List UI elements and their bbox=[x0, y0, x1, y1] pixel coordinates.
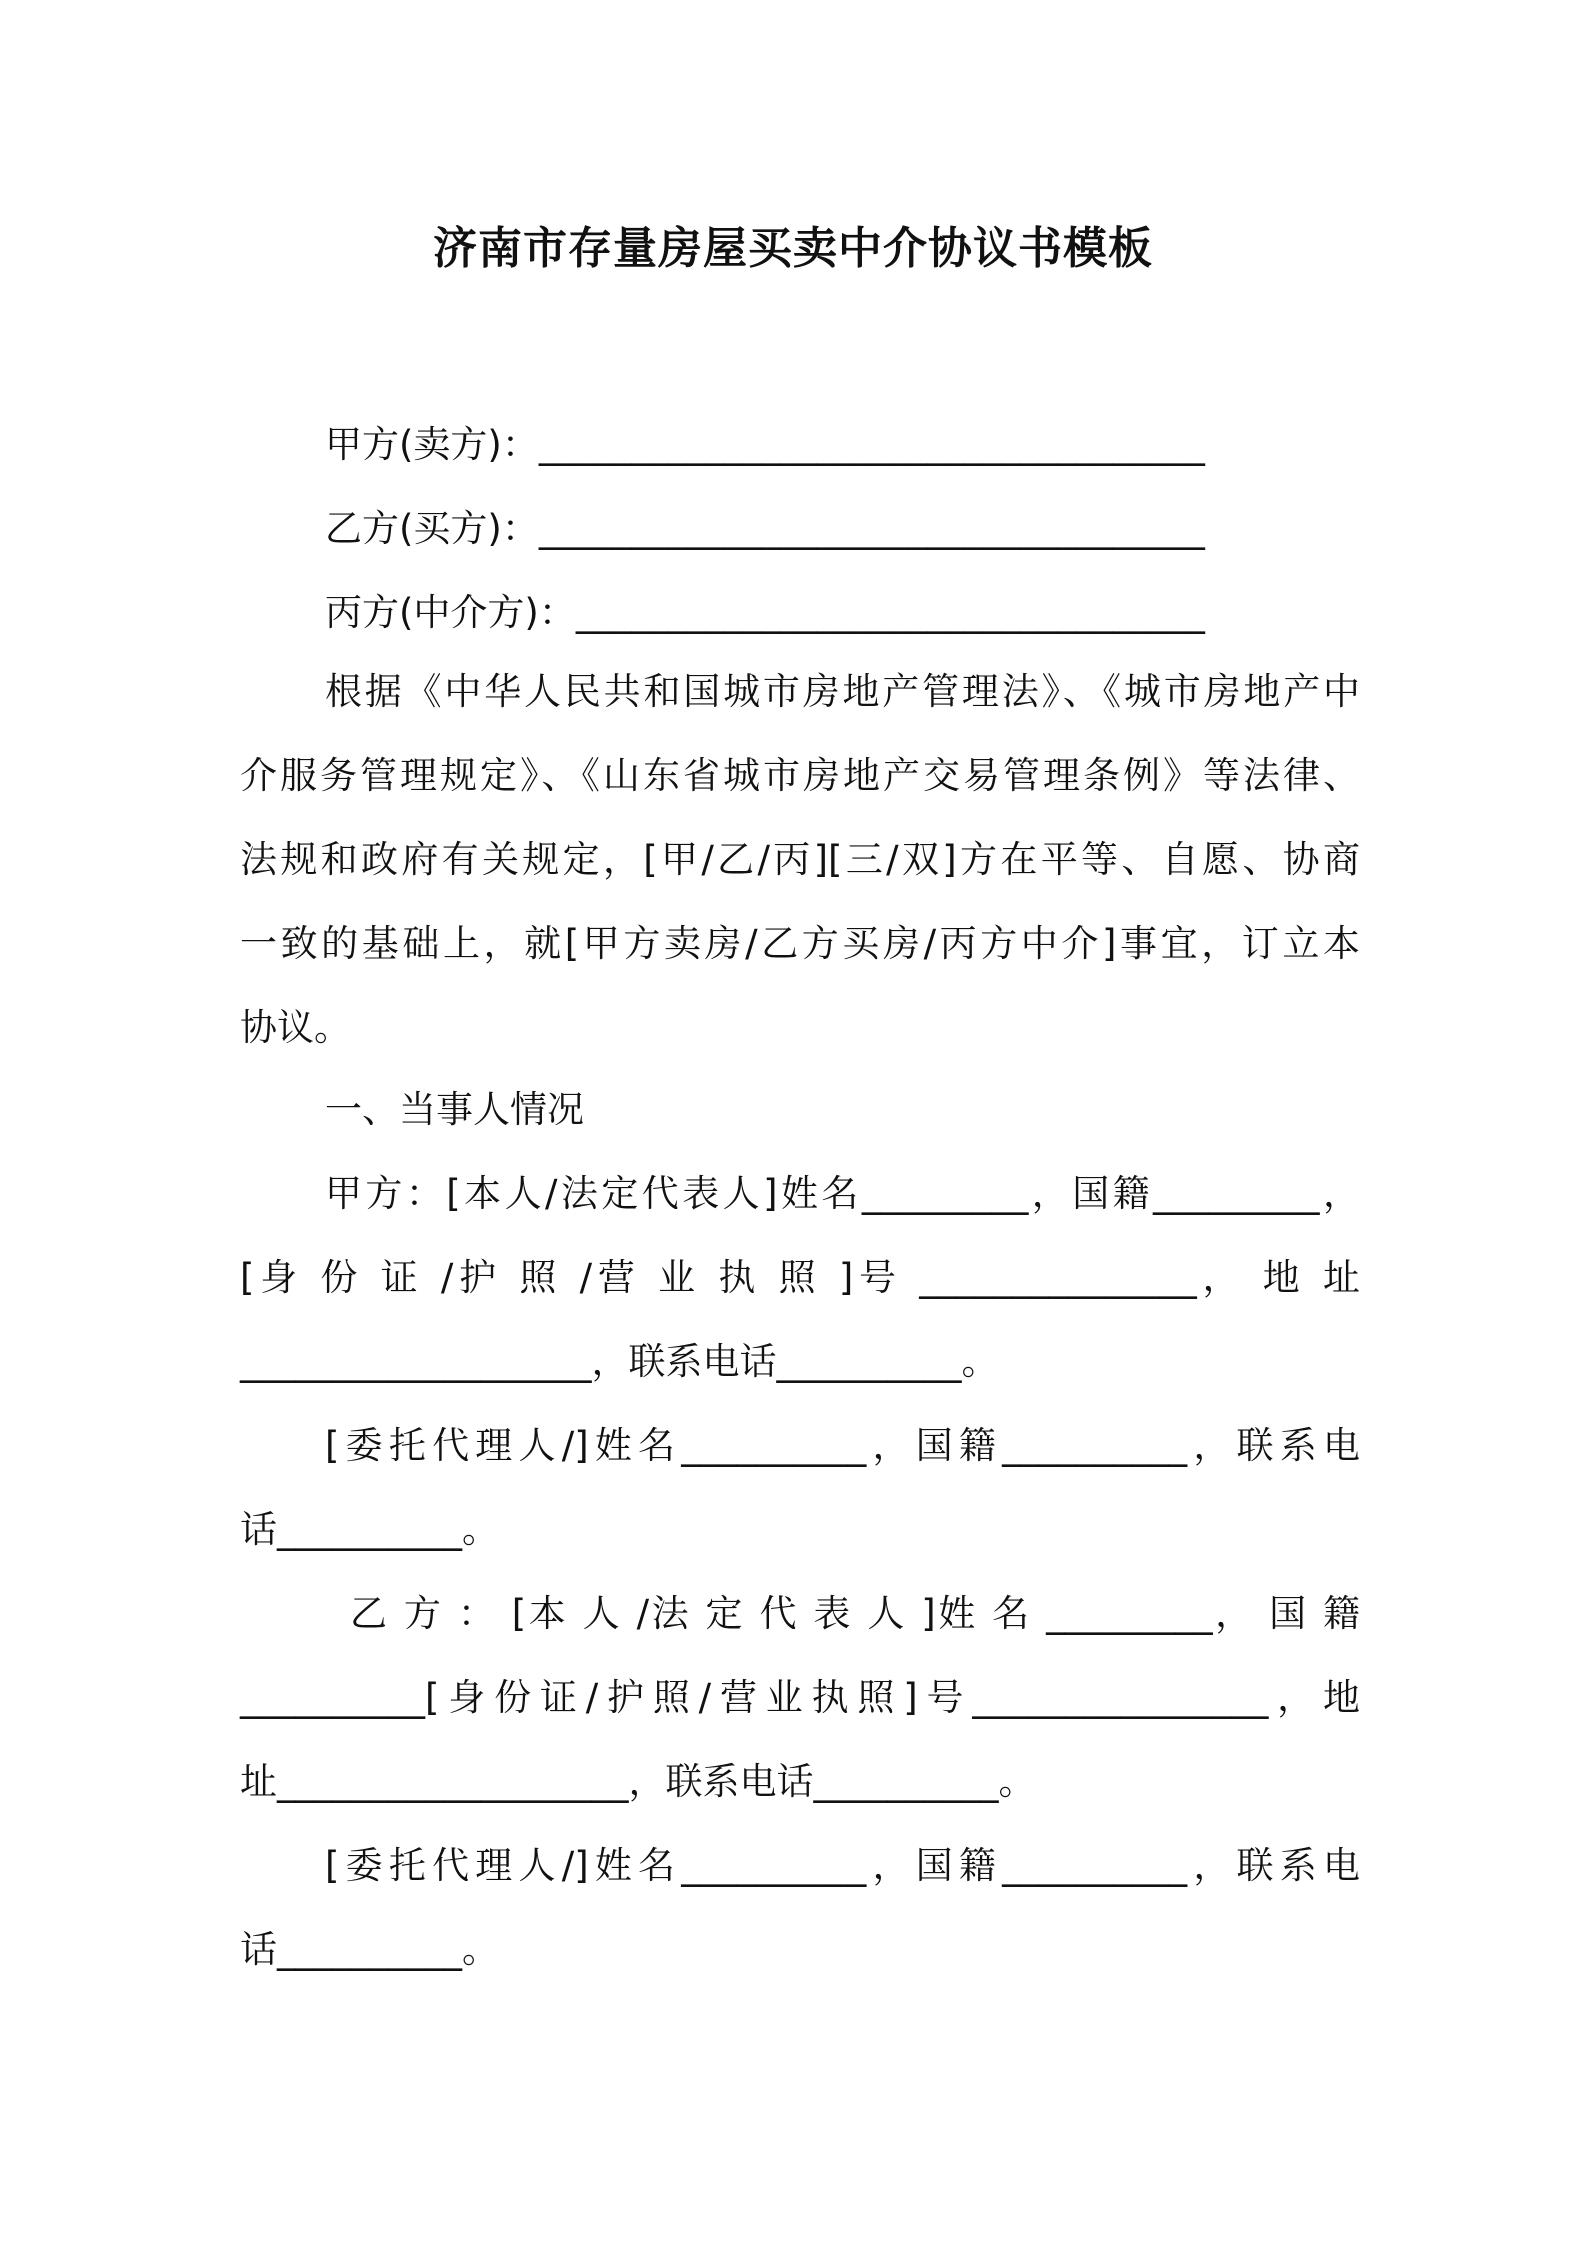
preamble-line-5: 协议。 bbox=[240, 1006, 351, 1049]
section-heading-parties: 一、当事人情况 bbox=[325, 1088, 584, 1131]
party-a-seller-line: 甲方(卖方)：____________________________________ bbox=[325, 423, 1205, 466]
party-c-agent-line: 丙方(中介方)：__________________________________ bbox=[325, 591, 1205, 634]
party-b-info-line-3: 址___________________，联系电话__________。 bbox=[240, 1760, 1036, 1803]
party-a-info-line-3: ___________________，联系电话__________。 bbox=[240, 1340, 999, 1383]
document-title: 济南市存量房屋买卖中介协议书模板 bbox=[433, 223, 1153, 274]
party-a-agent-line-1: [委托代理人/]姓名__________，国籍__________，联系电 bbox=[325, 1424, 1360, 1467]
preamble-line-4: 一致的基础上，就[甲方卖房/乙方买房/丙方中介]事宜，订立本 bbox=[240, 922, 1360, 965]
party-a-info-line-1: 甲方：[本人/法定代表人]姓名_________，国籍_________， bbox=[325, 1172, 1360, 1215]
party-b-agent-line-2: 话__________。 bbox=[240, 1928, 499, 1971]
party-a-agent-line-2: 话__________。 bbox=[240, 1508, 499, 1551]
party-b-agent-line-1: [委托代理人/]姓名__________，国籍__________，联系电 bbox=[325, 1844, 1360, 1887]
preamble-line-1: 根据《中华人民共和国城市房地产管理法》、《城市房地产中 bbox=[325, 670, 1360, 713]
party-b-info-line-2: __________[身份证/护照/营业执照]号________________，地 bbox=[240, 1676, 1360, 1719]
preamble-line-3: 法规和政府有关规定，[甲/乙/丙][三/双]方在平等、自愿、协商 bbox=[240, 838, 1360, 881]
party-b-buyer-line: 乙方(买方)：____________________________________ bbox=[325, 507, 1205, 550]
party-b-info-line-1: 乙 方 ： [本 人 /法 定 代 表 人 ]姓 名 _________， 国 籍 bbox=[350, 1592, 1360, 1635]
preamble-line-2: 介服务管理规定》、《山东省城市房地产交易管理条例》等法律、 bbox=[240, 754, 1360, 797]
party-a-info-line-2: [身 份 证 /护 照 /营 业 执 照 ]号 _______________， 地 址 bbox=[240, 1256, 1360, 1299]
